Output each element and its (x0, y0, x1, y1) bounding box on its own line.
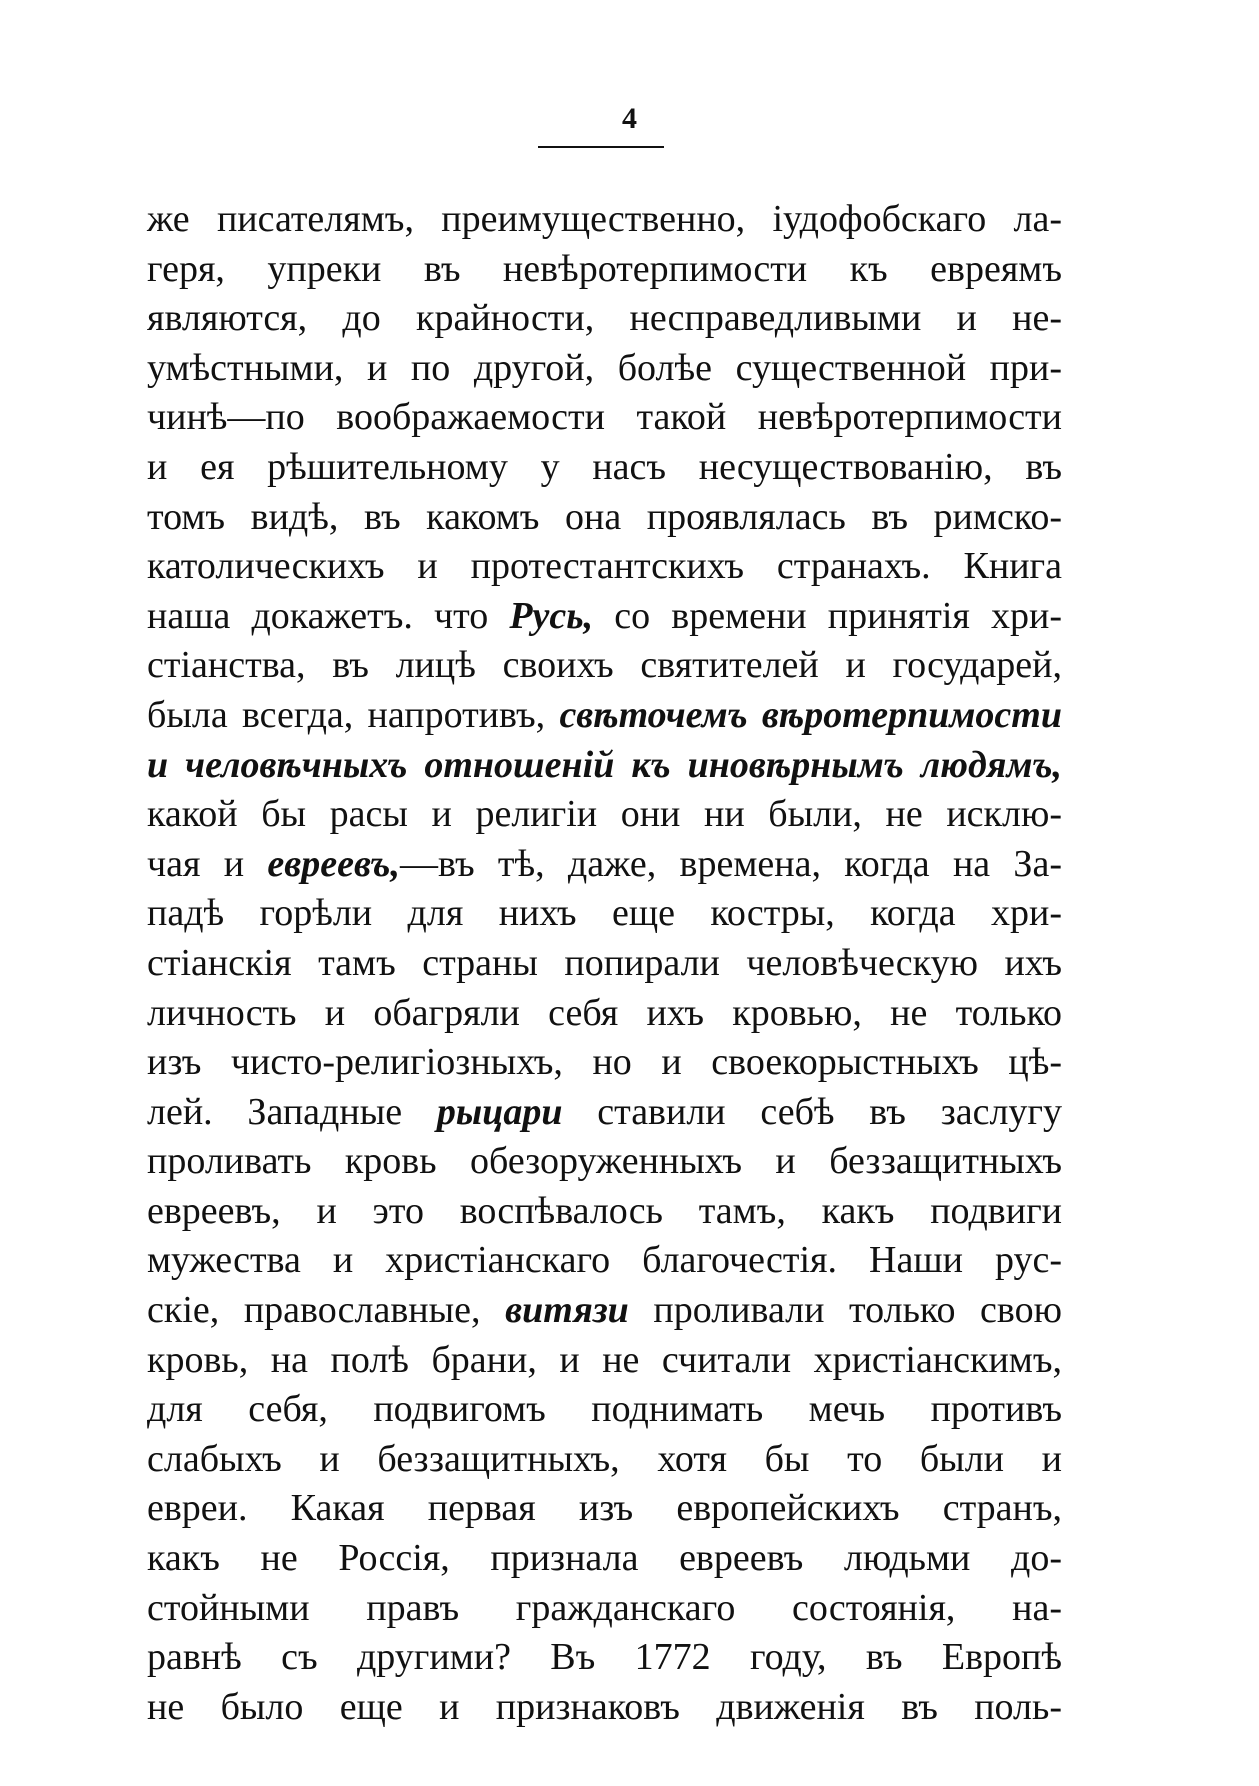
text-segment: была всегда, напротивъ, (147, 693, 560, 736)
text-segment: умѣстными, и по другой, болѣе существенной при- (147, 346, 1062, 389)
text-line (147, 840, 1062, 890)
text-segment: же писателямъ, преимущественно, іудофобскаго ла- (147, 198, 1062, 240)
text-segment: со времени принятія хри- (593, 594, 1062, 637)
text-line (147, 245, 1062, 295)
text-line (147, 195, 1062, 245)
text-line (147, 1534, 1062, 1584)
text-segment: равнѣ съ другими? Въ 1772 году, въ Европѣ (147, 1636, 1062, 1679)
text-line (147, 393, 1062, 443)
text-segment: изъ чисто-религіозныхъ, но и своекорыстныхъ цѣ- (147, 1041, 1062, 1084)
text-segment: чинѣ—по воображаемости такой невѣротерпимости (147, 396, 1062, 439)
page-number: 4 (622, 102, 637, 135)
text-line (147, 1038, 1062, 1088)
text-segment: евреевъ, и это воспѣвалось тамъ, какъ подвиги (147, 1189, 1062, 1232)
text-segment: слабыхъ и беззащитныхъ, хотя бы то были и (147, 1437, 1062, 1480)
text-line (147, 542, 1062, 592)
text-line (147, 592, 1062, 642)
text-segment: католическихъ и протестантскихъ странахъ. Книга (147, 545, 1062, 588)
text-segment: и ея рѣшительному у насъ несуществованію, въ (147, 445, 1062, 488)
emphasized-text: и человѣчныхъ отношеній къ иновѣрнымъ людямъ, (147, 743, 1062, 786)
text-line (147, 790, 1062, 840)
text-line (147, 443, 1062, 493)
text-line (147, 1484, 1062, 1534)
text-segment: томъ видѣ, въ какомъ она проявлялась въ римско- (147, 495, 1062, 538)
body-text (147, 195, 1062, 1732)
text-line (147, 741, 1062, 791)
text-line (147, 294, 1062, 344)
text-line (147, 1286, 1062, 1336)
text-segment: какъ не Россія, признала евреевъ людьми до- (147, 1537, 1062, 1580)
text-line (147, 989, 1062, 1039)
text-segment: ставили себѣ въ заслугу (562, 1090, 1063, 1133)
text-segment: евреи. Какая первая изъ европейскихъ странъ, (147, 1487, 1062, 1530)
text-segment: мужества и христіанскаго благочестія. Наши рус- (147, 1239, 1062, 1282)
text-segment: скіе, православные, (147, 1289, 506, 1332)
text-line (147, 889, 1062, 939)
text-segment: проливали только свою (628, 1289, 1062, 1332)
text-line (147, 1088, 1062, 1138)
emphasized-text: витязи (505, 1289, 629, 1332)
text-segment: чая и (147, 842, 268, 885)
text-line (147, 691, 1062, 741)
emphasized-text: рыцари (436, 1090, 563, 1133)
text-segment: наша докажетъ. что (147, 594, 510, 637)
text-segment: кровь, на полѣ брани, и не считали христіанскимъ, (147, 1338, 1062, 1381)
text-segment: лей. Западные (147, 1090, 437, 1133)
emphasized-text: свѣточемъ вѣротерпимости (559, 693, 1062, 736)
text-segment: для себя, подвигомъ поднимать мечь противъ (147, 1388, 1062, 1431)
text-segment: стіанскія тамъ страны попирали человѣческую ихъ (147, 941, 1062, 984)
text-segment: какой бы расы и религіи они ни были, не исклю- (147, 793, 1062, 836)
text-line (147, 1236, 1062, 1286)
text-segment: проливать кровь обезоруженныхъ и беззащитныхъ (147, 1140, 1062, 1183)
text-segment: не было еще и признаковъ движенія въ поль- (147, 1685, 1062, 1728)
text-segment: стіанства, въ лицѣ своихъ святителей и государей, (147, 644, 1062, 687)
text-segment: падѣ горѣли для нихъ еще костры, когда хри- (147, 892, 1062, 935)
page-number-rule (538, 146, 664, 148)
text-segment: стойными правъ гражданскаго состоянія, на- (147, 1586, 1062, 1629)
text-line (147, 1137, 1062, 1187)
emphasized-text: евреевъ, (267, 842, 400, 885)
emphasized-text: Русь, (509, 594, 594, 637)
text-segment: геря, упреки въ невѣротерпимости къ евреямъ (147, 247, 1062, 290)
text-line (147, 493, 1062, 543)
text-line (147, 1187, 1062, 1237)
text-line (147, 1683, 1062, 1733)
text-segment: —въ тѣ, даже, времена, когда на За- (399, 842, 1062, 885)
text-line (147, 939, 1062, 989)
text-line (147, 641, 1062, 691)
text-line (147, 1584, 1062, 1634)
text-line (147, 1385, 1062, 1435)
text-segment: являются, до крайности, несправедливыми и не- (147, 297, 1062, 340)
text-line (147, 344, 1062, 394)
text-line (147, 1633, 1062, 1683)
text-segment: личность и обагряли себя ихъ кровью, не только (147, 991, 1062, 1034)
text-line (147, 1435, 1062, 1485)
text-line (147, 1336, 1062, 1386)
